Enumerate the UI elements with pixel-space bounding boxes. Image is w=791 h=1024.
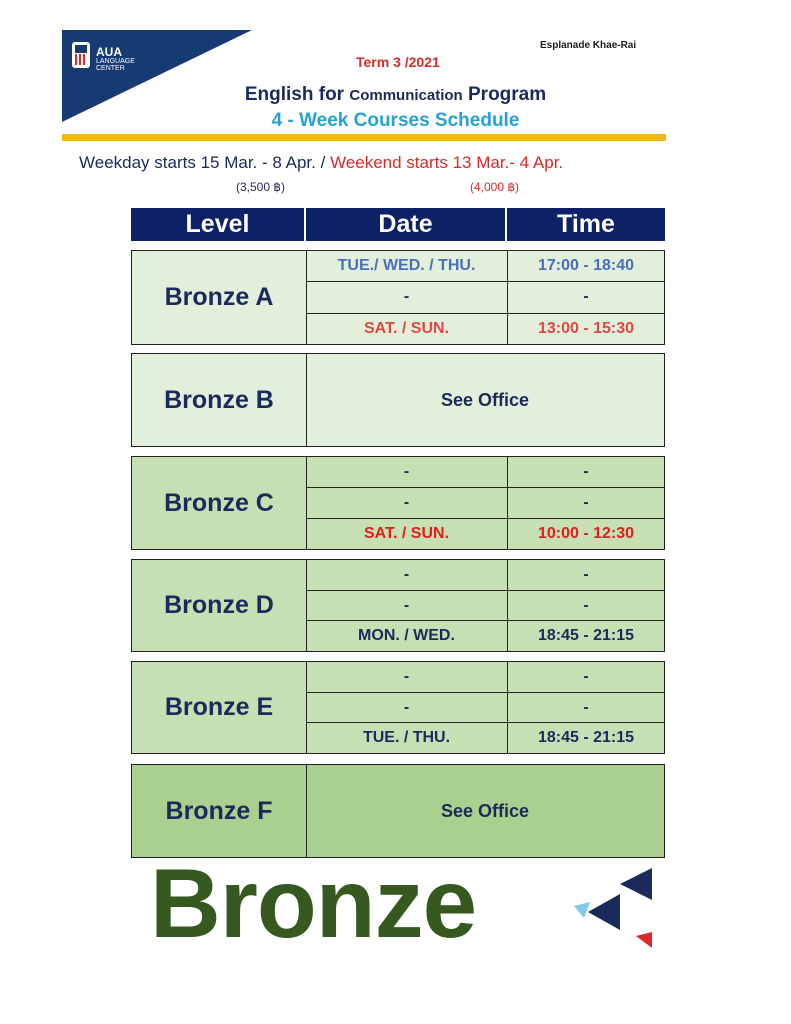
date-cell: - [306,488,508,518]
term-label: Term 3 /2021 [356,54,440,70]
schedule-row [306,591,664,622]
time-cell: 13:00 - 15:30 [537,319,635,337]
time-cell: - [583,463,589,480]
gold-divider [62,134,666,141]
header-time: Time [507,208,665,241]
schedule-rows [306,457,664,549]
date-cell: - [306,560,508,590]
logo-line-1: AUA [96,45,122,59]
weekday-price: (3,500 ฿) [236,180,285,194]
date-cell: - [306,693,508,723]
header-date: Date [306,208,505,241]
header-level: Level [131,208,304,241]
start-dates [79,153,563,173]
weekend-price: (4,000 ฿) [470,180,519,194]
program-mid: Communication [349,87,463,104]
time-cell: - [583,494,589,511]
triangle-decoration-icon [560,862,660,952]
schedule-row [306,282,664,313]
time-cell: - [583,698,589,716]
level-name: Bronze D [132,560,307,651]
date-cell: - [306,591,508,621]
level-block-bronze-c [131,456,665,550]
time-cell: - [583,667,589,685]
schedule-rows [306,560,664,651]
branch-name: Esplanade Khae-Rai [540,40,637,51]
date-cell: SAT. / SUN. [306,519,508,549]
schedule-row [306,488,664,519]
schedule-row [306,314,664,344]
weekday-start: Weekday starts 15 Mar. - 8 Apr. [79,153,316,172]
level-name: Bronze C [132,457,307,549]
schedule-row [306,723,664,753]
schedule-row [306,560,664,591]
date-cell: SAT. / SUN. [306,314,508,344]
schedule-row [306,693,664,724]
schedule-rows [306,251,664,344]
level-name: Bronze A [132,251,307,344]
schedule-row [306,519,664,549]
schedule-row [306,251,664,282]
level-block-bronze-f [131,764,665,858]
bronze-title: Bronze [150,848,477,958]
level-block-bronze-a [131,250,665,345]
time-cell: - [583,596,589,614]
see-office-note: See Office [440,389,530,410]
aua-shield-icon [70,40,92,70]
program-prefix: English for [244,84,345,105]
logo-text [96,46,135,72]
level-name: Bronze B [132,354,307,446]
schedule-subtitle: 4 - Week Courses Schedule [271,110,520,131]
schedule-rows [306,662,664,753]
level-name: Bronze F [132,765,307,857]
time-cell: 18:45 - 21:15 [537,627,635,645]
weekend-start: Weekend starts 13 Mar.- 4 Apr. [330,153,564,172]
schedule-row [306,621,664,651]
logo-line-2: LANGUAGE [96,58,135,65]
program-suffix: Program [468,84,547,105]
time-cell: - [583,288,589,306]
level-block-bronze-d [131,559,665,652]
date-cell: - [306,457,508,487]
start-separator: / [320,153,326,172]
level-block-bronze-b [131,353,665,447]
date-cell: - [306,282,508,312]
level-name: Bronze E [132,662,307,753]
schedule-row [306,457,664,488]
time-cell: 10:00 - 12:30 [537,525,635,542]
date-cell: TUE. / THU. [306,723,508,753]
time-cell: 18:45 - 21:15 [537,729,635,747]
level-block-bronze-e [131,661,665,754]
program-title [0,84,791,106]
see-office-note: See Office [440,800,530,821]
schedule-row [306,662,664,693]
date-cell: - [306,662,508,692]
date-cell: MON. / WED. [306,621,508,651]
time-cell: 17:00 - 18:40 [537,257,635,275]
logo-line-3: CENTER [96,65,125,72]
date-cell: TUE./ WED. / THU. [306,251,508,281]
time-cell: - [583,565,589,583]
